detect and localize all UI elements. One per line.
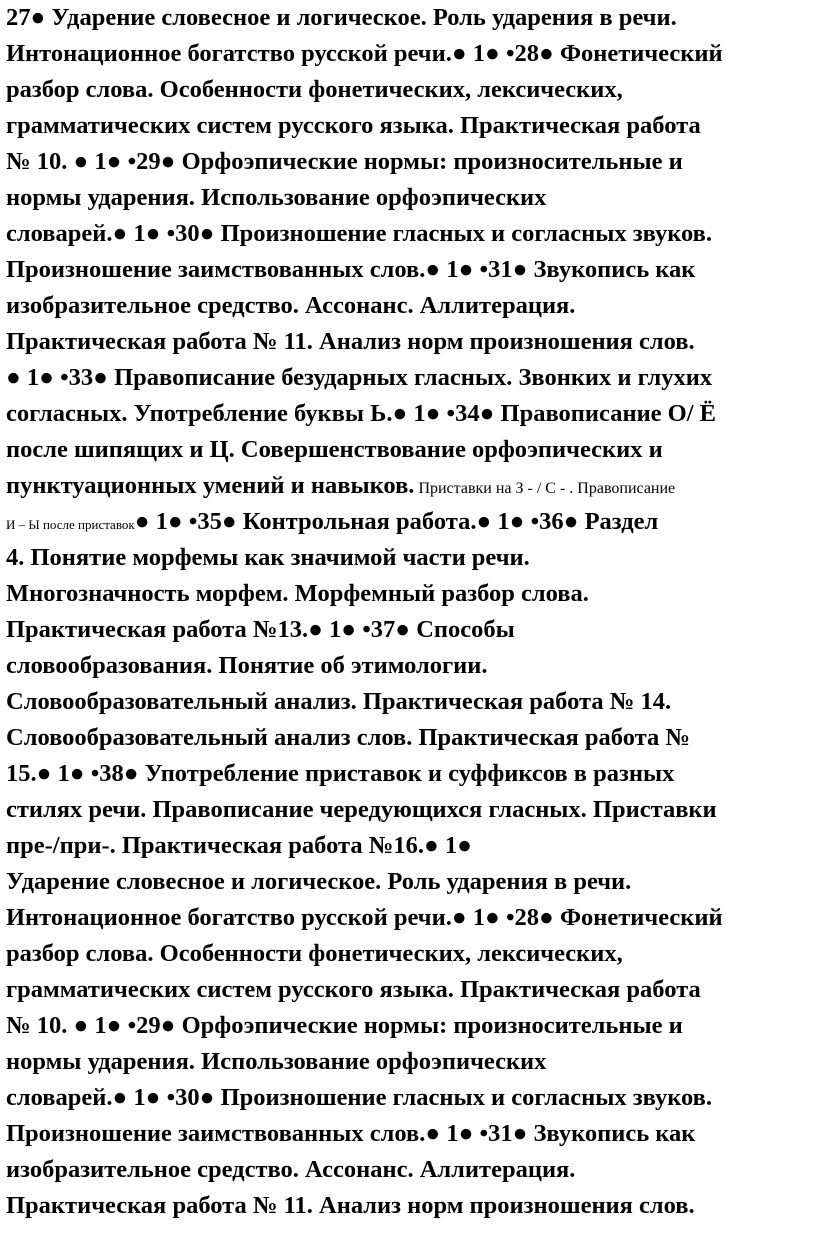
text-line-mixed <box>6 504 658 543</box>
text-line: нормы ударения. Использование орфоэпических <box>6 184 547 211</box>
text-line: пре-/при-. Практическая работа №16.● 1● <box>6 832 472 859</box>
text-bold-segment: ● 1● •35● Контрольная работа.● 1● •36● Раздел <box>134 508 659 535</box>
text-line: № 10. ● 1● •29● Орфоэпические нормы: произносительные и <box>6 148 683 175</box>
text-line: ● 1● •33● Правописание безударных гласных. Звонких и глухих <box>6 364 713 391</box>
text-line: изобразительное средство. Ассонанс. Аллитерация. <box>6 1156 576 1183</box>
text-line: Интонационное богатство русской речи.● 1● •28● Фонетический <box>6 40 723 67</box>
text-line: Практическая работа №13.● 1● •37● Способы <box>6 616 515 643</box>
text-line: нормы ударения. Использование орфоэпических <box>6 1048 547 1075</box>
text-line: после шипящих и Ц. Совершенствование орфоэпических и <box>6 436 663 463</box>
text-line: словообразования. Понятие об этимологии. <box>6 652 488 679</box>
text-normal-segment: И – Ы после приставок <box>6 517 135 532</box>
text-line: стилях речи. Правописание чередующихся гласных. Приставки <box>6 796 717 823</box>
text-line: словарей.● 1● •30● Произношение гласных и согласных звуков. <box>6 1084 713 1111</box>
text-line: Многозначность морфем. Морфемный разбор слова. <box>6 580 589 607</box>
text-line: словарей.● 1● •30● Произношение гласных и согласных звуков. <box>6 220 713 247</box>
text-bold-segment: пунктуационных умений и навыков. <box>6 472 415 499</box>
text-line: согласных. Употребление буквы Ь.● 1● •34● Правописание О/ Ё <box>6 400 717 427</box>
text-line: Ударение словесное и логическое. Роль ударения в речи. <box>6 868 632 895</box>
text-line: Практическая работа № 11. Анализ норм произношения слов. <box>6 1192 695 1219</box>
text-line: Интонационное богатство русской речи.● 1● •28● Фонетический <box>6 904 723 931</box>
text-normal-segment: Приставки на З - / С - . Правописание <box>414 480 676 497</box>
text-line: 15.● 1● •38● Употребление приставок и суффиксов в разных <box>6 760 675 787</box>
text-line: 27● Ударение словесное и логическое. Роль ударения в речи. <box>6 4 677 31</box>
text-line-mixed <box>6 468 675 507</box>
text-line: разбор слова. Особенности фонетических, лексических, <box>6 76 623 103</box>
text-line: № 10. ● 1● •29● Орфоэпические нормы: произносительные и <box>6 1012 683 1039</box>
text-line: Словообразовательный анализ слов. Практическая работа № <box>6 724 690 751</box>
text-line: грамматических систем русского языка. Практическая работа <box>6 112 701 139</box>
text-line: 4. Понятие морфемы как значимой части речи. <box>6 544 530 571</box>
text-line: Произношение заимствованных слов.● 1● •31● Звукопись как <box>6 1120 696 1147</box>
text-line: грамматических систем русского языка. Практическая работа <box>6 976 701 1003</box>
text-line: Практическая работа № 11. Анализ норм произношения слов. <box>6 328 695 355</box>
text-line: Словообразовательный анализ. Практическая работа № 14. <box>6 688 672 715</box>
text-line: изобразительное средство. Ассонанс. Аллитерация. <box>6 292 576 319</box>
text-line: разбор слова. Особенности фонетических, лексических, <box>6 940 623 967</box>
text-line: Произношение заимствованных слов.● 1● •31● Звукопись как <box>6 256 696 283</box>
